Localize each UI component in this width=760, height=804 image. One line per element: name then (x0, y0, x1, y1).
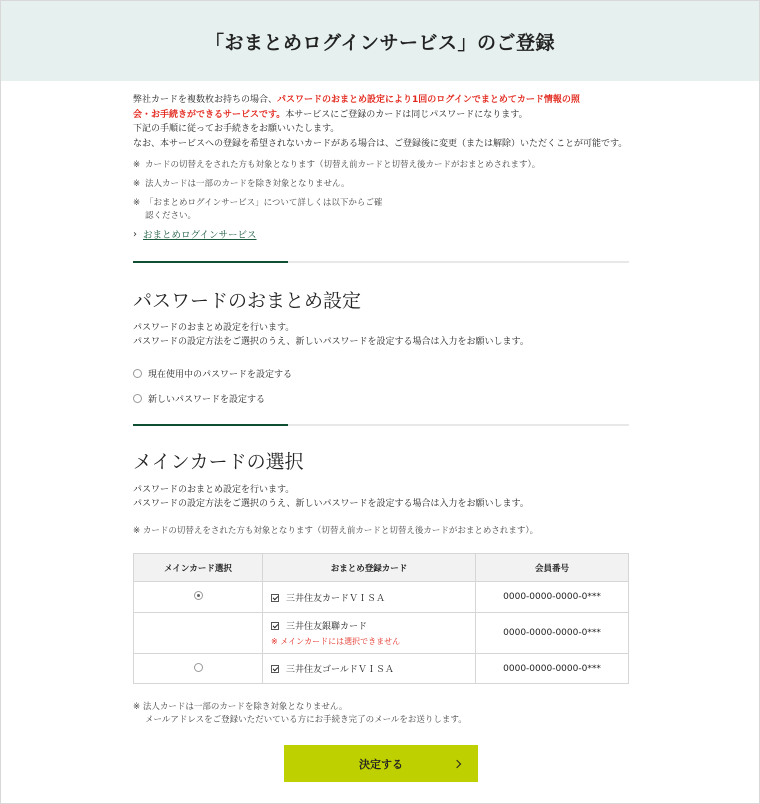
radio-icon[interactable] (133, 394, 142, 403)
member-number: 0000-0000-0000-0*** (476, 582, 629, 613)
section-divider (133, 424, 629, 426)
submit-label: 決定する (359, 757, 403, 771)
main-card-desc-line-1: パスワードのおまとめ設定を行います。 (133, 485, 295, 495)
notes-list (133, 159, 629, 229)
chevron-right-icon (453, 759, 461, 767)
header-member-number: 会員番号 (476, 554, 629, 582)
bottom-note-line-2: メールアドレスをご登録いただいている方にお手続き完了のメールをお送りします。 (145, 715, 467, 725)
password-section-title: パスワードのおまとめ設定 (133, 290, 362, 312)
card-cell (263, 613, 476, 654)
main-card-section-desc (133, 483, 529, 511)
radio-new-password[interactable] (133, 392, 265, 405)
intro-line-1 (133, 93, 629, 108)
radio-current-password[interactable] (133, 367, 292, 380)
main-card-desc-line-2: パスワードの設定方法をご選択のうえ、新しいパスワードを設定する場合は入力をお願いします。 (133, 499, 529, 509)
card-cell (263, 582, 476, 613)
page-header (1, 1, 759, 81)
card-name: 三井住友ゴールドＶＩＳＡ (286, 665, 394, 675)
checkbox-checked-icon[interactable] (271, 594, 279, 602)
member-number: 0000-0000-0000-0*** (476, 654, 629, 684)
section-divider (133, 261, 629, 263)
password-section-desc (133, 321, 529, 349)
main-card-radio[interactable] (194, 663, 203, 672)
checkbox-checked-icon[interactable] (271, 622, 279, 630)
intro-line-1-highlight: パスワードのおまとめ設定により1回のログインでまとめてカード情報の照 (277, 95, 580, 105)
note-item: ※ 法人カードは一部のカードを除き対象となりません。 (133, 178, 629, 191)
main-card-section-title: メインカードの選択 (133, 451, 304, 473)
intro-line-2-highlight: 会・お手続きができるサービスです。 (133, 109, 286, 120)
bottom-note-line-1: ※ 法人カードは一部のカードを除き対象となりません。 (133, 702, 348, 712)
password-desc-line-2: パスワードの設定方法をご選択のうえ、新しいパスワードを設定する場合は入力をお願いします。 (133, 337, 529, 347)
table-header-row (134, 554, 629, 582)
intro-line-3: 下記の手順に従ってお手続きをお願いいたします。 (133, 124, 340, 134)
password-desc-line-1: パスワードのおまとめ設定を行います。 (133, 323, 295, 333)
checkbox-checked-icon[interactable] (271, 665, 279, 673)
card-name: 三井住友銀聯カード (286, 622, 368, 632)
intro-line-1-plain: 弊社カードを複数枚お持ちの場合、 (133, 95, 278, 105)
page-title: 「おまとめログインサービス」のご登録 (204, 31, 556, 54)
main-card-radio-cell (134, 582, 263, 613)
main-card-radio[interactable] (194, 591, 203, 600)
main-card-note: ※ カードの切替えをされた方も対象となります（切替え前カードと切替え後カードがおまとめされます）。 (133, 526, 539, 536)
error-message: ※ メインカードには選択できません (271, 636, 475, 647)
table-row (134, 654, 629, 684)
intro-line-4: なお、本サービスへの登録を希望されないカードがある場合は、ご登録後に変更（または解除）いただくことが可能です。 (133, 138, 628, 149)
chevron-right-icon: › (133, 228, 137, 240)
intro-line-2 (133, 108, 629, 123)
submit-button[interactable] (284, 745, 478, 782)
table-row (134, 613, 629, 654)
service-link[interactable]: おまとめログインサービス (143, 230, 257, 241)
header-main-card: メインカード選択 (134, 554, 263, 582)
main-card-radio-cell (134, 654, 263, 684)
header-registered-card: おまとめ登録カード (263, 554, 476, 582)
bottom-notes (133, 701, 467, 727)
service-link-row (133, 227, 629, 241)
radio-icon[interactable] (133, 369, 142, 378)
note-item: ※ カードの切替えをされた方も対象となります（切替え前カードと切替え後カードがおまとめされます）。 (133, 159, 629, 172)
note-item: ※ 「おまとめログインサービス」について詳しくは以下からご確認ください。 (133, 197, 383, 223)
intro-line-2-plain: 本サービスにご登録のカードは同じパスワードになります。 (285, 109, 528, 120)
card-cell (263, 654, 476, 684)
radio-label: 現在使用中のパスワードを設定する (148, 370, 293, 380)
cards-table (133, 553, 629, 684)
main-card-radio-cell (134, 613, 263, 654)
table-row (134, 582, 629, 613)
member-number: 0000-0000-0000-0*** (476, 613, 629, 654)
radio-label: 新しいパスワードを設定する (148, 395, 266, 405)
intro-text (133, 93, 629, 151)
card-name: 三井住友カードＶＩＳＡ (286, 593, 386, 604)
